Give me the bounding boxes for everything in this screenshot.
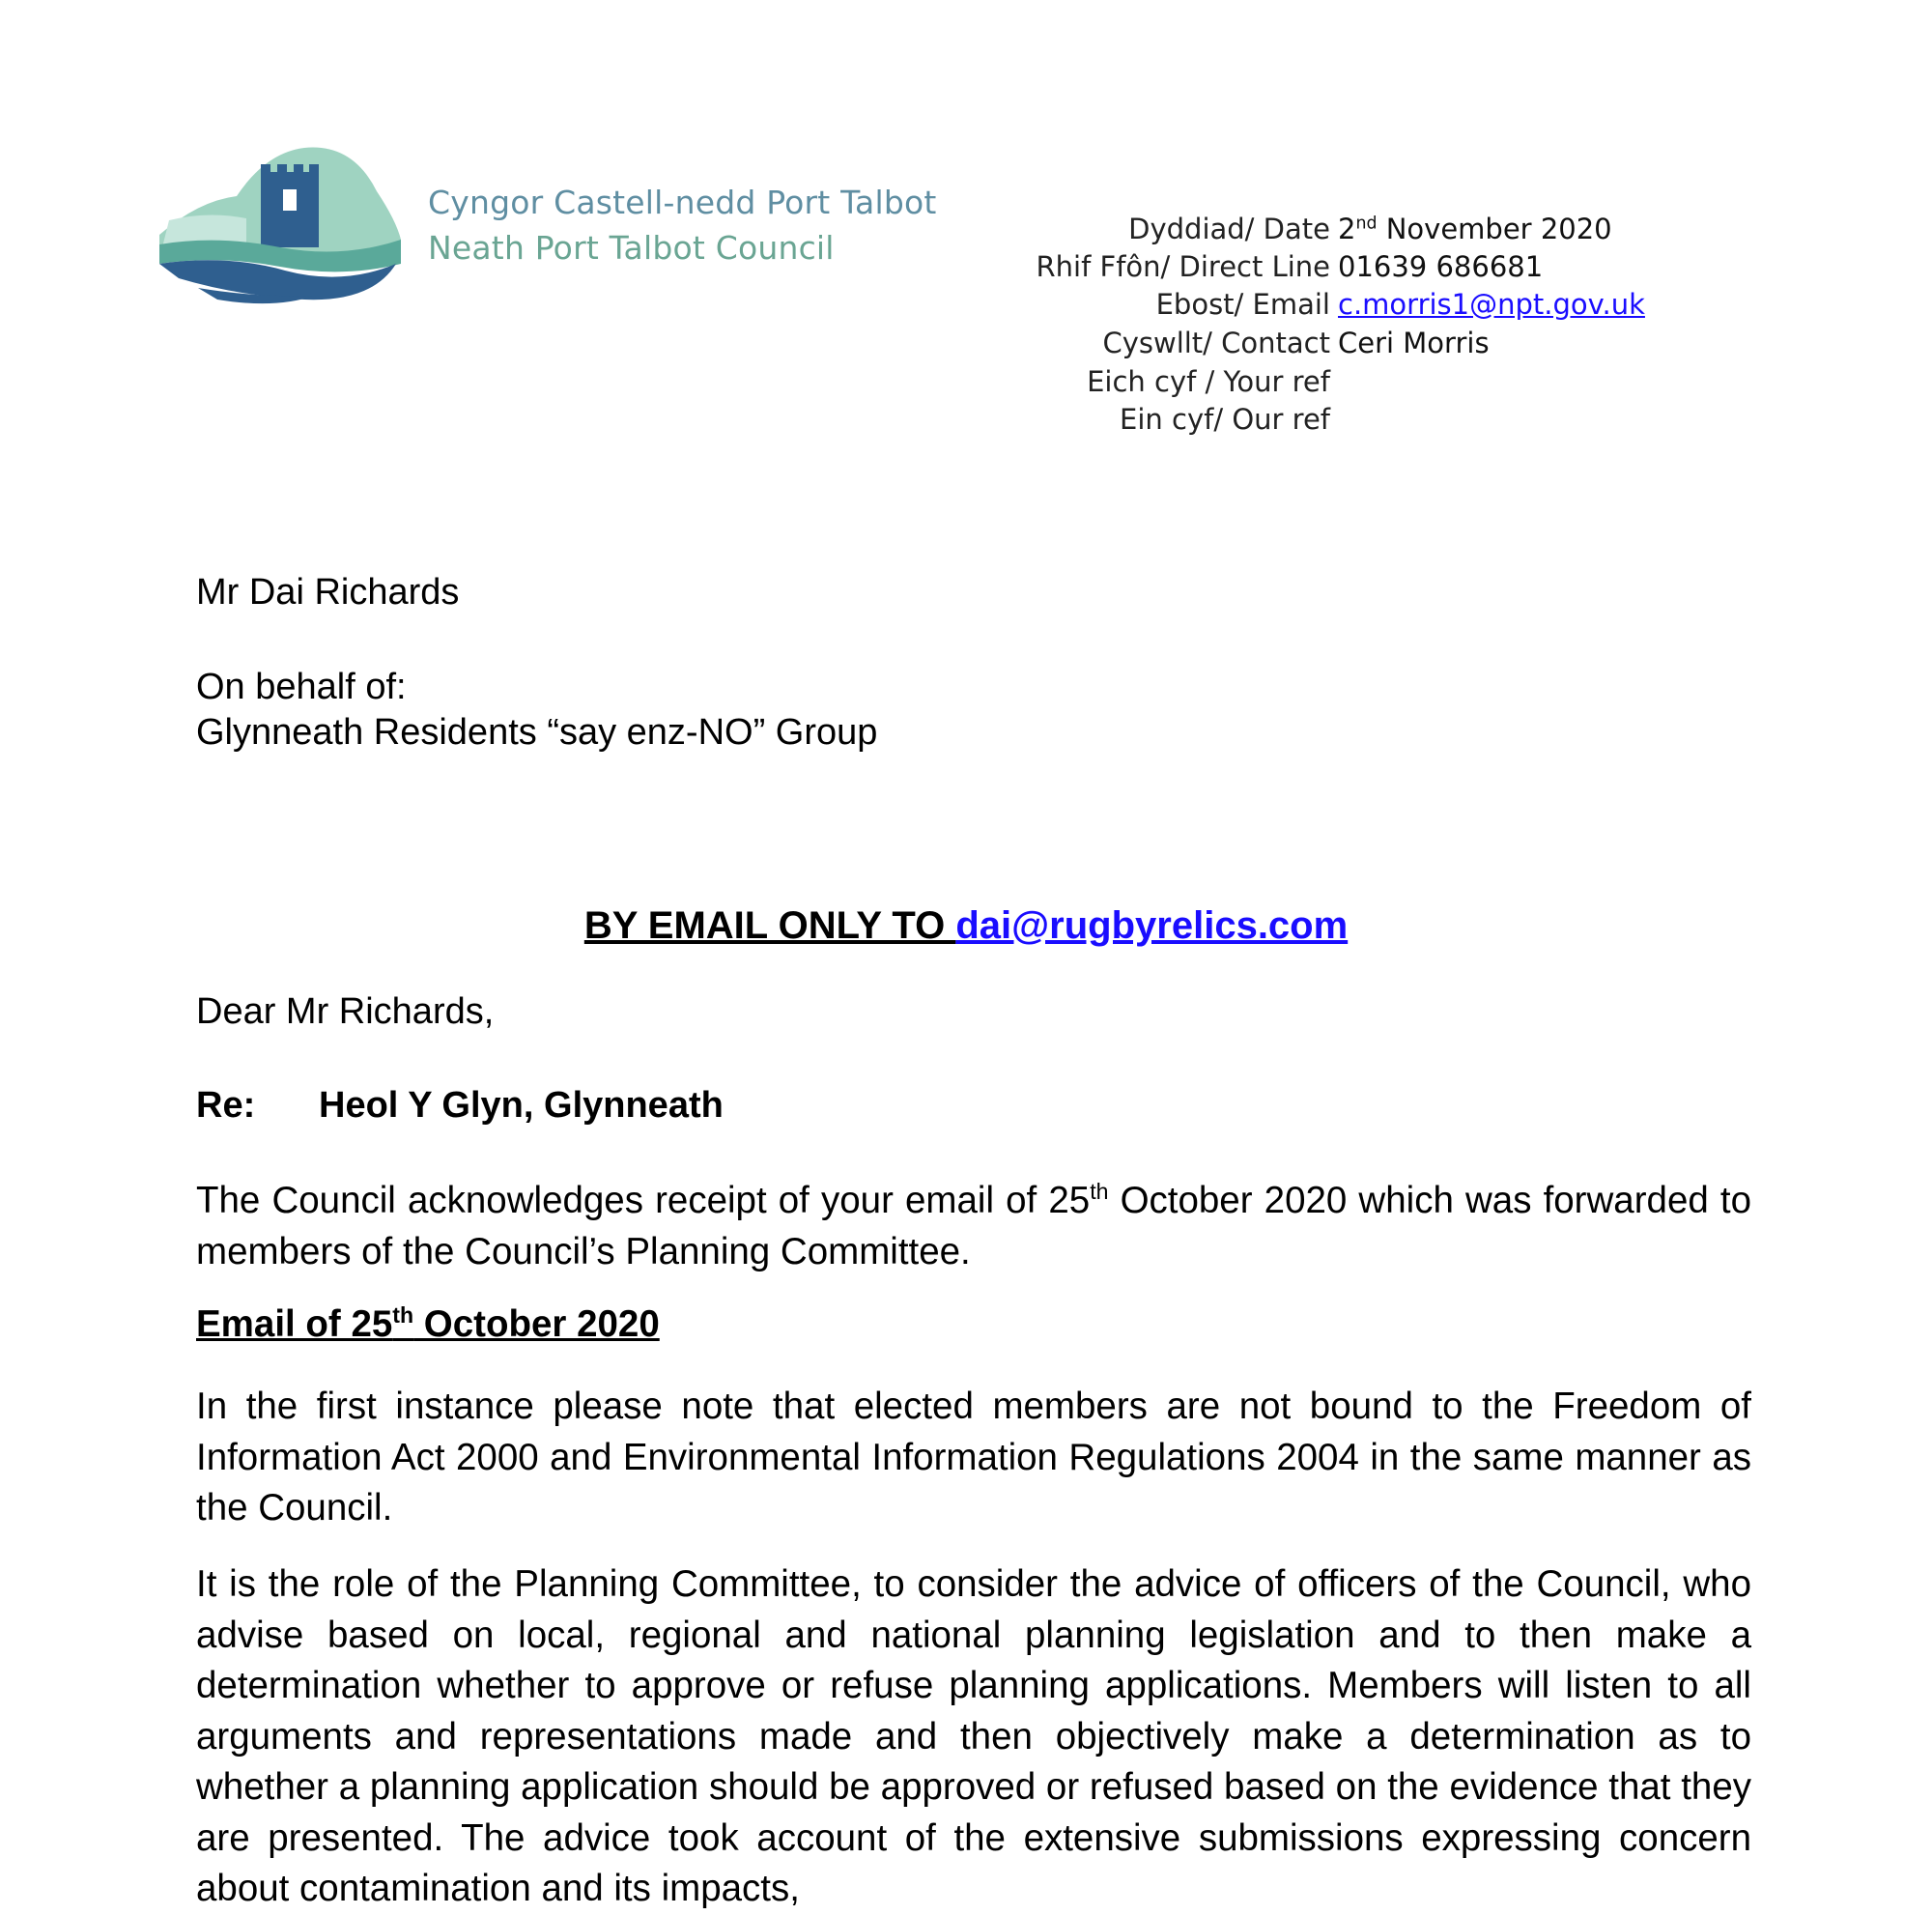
meta-label: Eich cyf / Your ref (1087, 365, 1330, 398)
paragraph-planning-role: It is the role of the Planning Committee, to consider the advice of officers of the Council, who advise based on local, regional and national planning legislation and to then make a determination whether to approve or refuse planning applications. Members will listen to all arguments and representations made and then objectively make a determination as to whether a planning application should be approved or refused based on the evidence that they are presented. The advice took account of the extensive submissions expressing concern about contamination and its impacts, (196, 1563, 1751, 1909)
recipient-email-link[interactable]: dai@rugbyrelics.com (955, 904, 1349, 947)
meta-date-row (1005, 213, 1700, 251)
meta-date-value: 2nd November 2020 (1338, 213, 1612, 245)
meta-phone-row (1005, 250, 1700, 289)
recipient-name: Mr Dai Richards (196, 572, 460, 613)
meta-label: Ein cyf/ Our ref (1120, 403, 1330, 436)
meta-label: Dyddiad/ Date (1128, 213, 1330, 245)
org-name-welsh: Cyngor Castell-nedd Port Talbot (428, 184, 937, 221)
re-subject: Heol Y Glyn, Glynneath (319, 1085, 724, 1126)
recipient-group: Glynneath Residents “say enz-NO” Group (196, 712, 878, 753)
org-name-english: Neath Port Talbot Council (428, 229, 835, 267)
meta-contact-value: Ceri Morris (1338, 327, 1490, 359)
delivery-heading (0, 904, 1932, 948)
meta-email-row (1005, 288, 1700, 327)
meta-label: Ebost/ Email (1155, 288, 1330, 321)
meta-label: Cyswllt/ Contact (1102, 327, 1330, 359)
meta-our-ref-row (1005, 403, 1700, 442)
re-label: Re: (196, 1085, 256, 1126)
paragraph-acknowledgement: The Council acknowledges receipt of your email of 25th October 2020 which was forwarded to members of the Council’s Planning Committee. (196, 1179, 1752, 1272)
meta-email-value (1338, 288, 1645, 321)
meta-phone-value: 01639 686681 (1338, 250, 1544, 283)
meta-label: Rhif Ffôn/ Direct Line (1036, 250, 1330, 283)
delivery-prefix: BY EMAIL ONLY TO (583, 904, 956, 947)
contact-email-link[interactable]: c.morris1@npt.gov.uk (1338, 288, 1645, 321)
recipient-on-behalf: On behalf of: (196, 667, 407, 707)
salutation: Dear Mr Richards, (196, 991, 495, 1032)
meta-your-ref-row (1005, 365, 1700, 404)
council-logo-icon (159, 143, 401, 307)
meta-contact-row (1005, 327, 1700, 365)
paragraph-foi: In the first instance please note that elected members are not bound to the Freedom of Information Act 2000 and Environmental Information Regulations 2004 in the same manner as the Council. (196, 1386, 1751, 1529)
section-heading: Email of 25th October 2020 (196, 1302, 660, 1345)
